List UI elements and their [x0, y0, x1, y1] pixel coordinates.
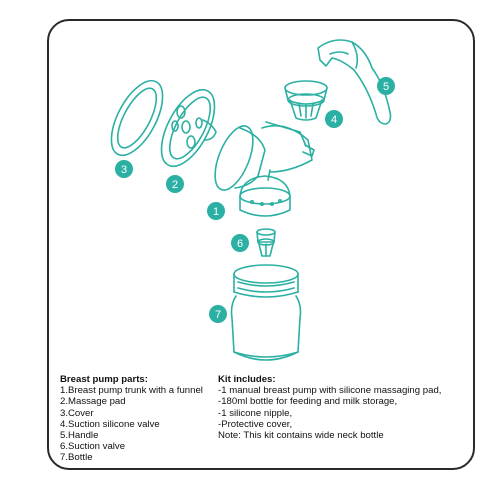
parts-legend [60, 374, 203, 464]
badge-label-7: 7 [214, 309, 222, 321]
parts-item: 6.Suction valve [60, 441, 126, 453]
pump-trunk-illustration [207, 121, 314, 216]
kit-legend [218, 374, 441, 441]
kit-item: -Protective cover, [218, 418, 293, 430]
kit-item: Note: This kit contains wide neck bottle [218, 430, 384, 442]
kit-item: -180ml bottle for feeding and milk storage, [218, 396, 398, 408]
badge-label-4: 4 [330, 114, 338, 126]
bottle-illustration [232, 265, 301, 360]
parts-item: 4.Suction silicone valve [60, 418, 160, 430]
badge-label-6: 6 [236, 238, 244, 250]
parts-item: 7.Bottle [60, 452, 93, 464]
silicone-valve-illustration [285, 81, 327, 120]
badge-label-1: 1 [212, 206, 220, 218]
parts-item: 1.Breast pump trunk with a funnel [60, 385, 203, 397]
kit-title: Kit includes: [218, 374, 276, 385]
parts-item: 5.Handle [60, 430, 99, 442]
parts-title: Breast pump parts: [60, 374, 148, 385]
parts-item: 2.Massage pad [60, 396, 126, 408]
kit-item: -1 manual breast pump with silicone massaging pad, [218, 385, 442, 397]
badge-label-5: 5 [382, 81, 390, 93]
suction-valve-illustration [257, 229, 275, 256]
kit-item: -1 silicone nipple, [218, 407, 293, 419]
badge-label-3: 3 [120, 164, 128, 176]
parts-item: 3.Cover [60, 407, 94, 419]
badge-label-2: 2 [171, 179, 179, 191]
